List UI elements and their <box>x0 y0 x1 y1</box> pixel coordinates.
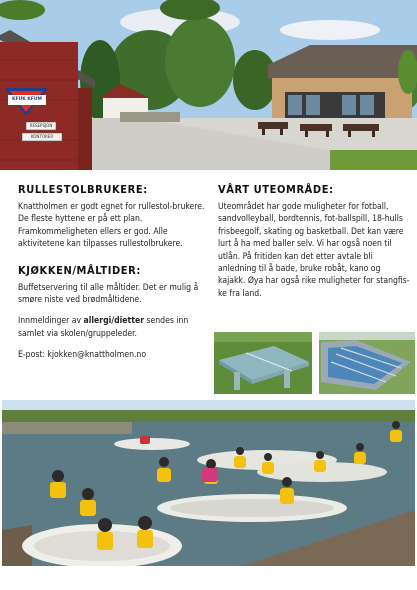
table-tennis-photo <box>214 332 312 394</box>
offices-sign: KONTORER <box>30 134 54 139</box>
right-column <box>218 183 410 300</box>
left-column <box>18 183 210 362</box>
allergy-text-pre: Innmeldinger av <box>18 316 84 327</box>
kitchen-text: Buffetservering til alle måltider. Det er mulig å smøre niste ved brødmåltidene. <box>18 282 199 306</box>
camp-entrance-photo <box>0 0 417 170</box>
wheelchair-heading: RULLESTOLBRUKERE: <box>18 183 148 196</box>
outdoor-text: Uteområdet har gode muligheter for fotball, sandvolleyball, bordtennis, fot-ballspill, 18-hulls frisbeegolf, skating og basketball. Det kan være lurt å ha med baller selv. Vi har også noen til utlån. På fritiden kan det etter avtale bli anledning til å bade, bruke robåt, kano og kajakk. Øya har også rike muligheter for stangfis-ke fra land. <box>218 202 410 299</box>
wheelchair-text: Knattholmen er godt egnet for rullestol-brukere. De fleste hyttene er på ett plan. Framkommeligheten ellers er god. Alle aktivitetene kan tilpasses rullestolbrukere. <box>18 202 205 250</box>
outdoor-heading: VÅRT UTEOMRÅDE: <box>218 183 334 196</box>
rowing-boats-photo <box>2 400 415 566</box>
kitchen-email[interactable]: E-post: kjokken@knattholmen.no <box>18 350 147 361</box>
foosball-photo <box>316 332 415 394</box>
allergy-bold: allergi/dietter <box>83 316 145 327</box>
allergy-text-post: sendes inn samlet via skolen/gruppeleder. <box>18 316 189 339</box>
logo-sign-text: KFUK KFUM <box>12 97 42 102</box>
allergy-text <box>18 315 210 340</box>
reception-sign: RESEPSJON <box>29 123 53 128</box>
kitchen-heading: KJØKKEN/MÅLTIDER: <box>18 263 141 277</box>
